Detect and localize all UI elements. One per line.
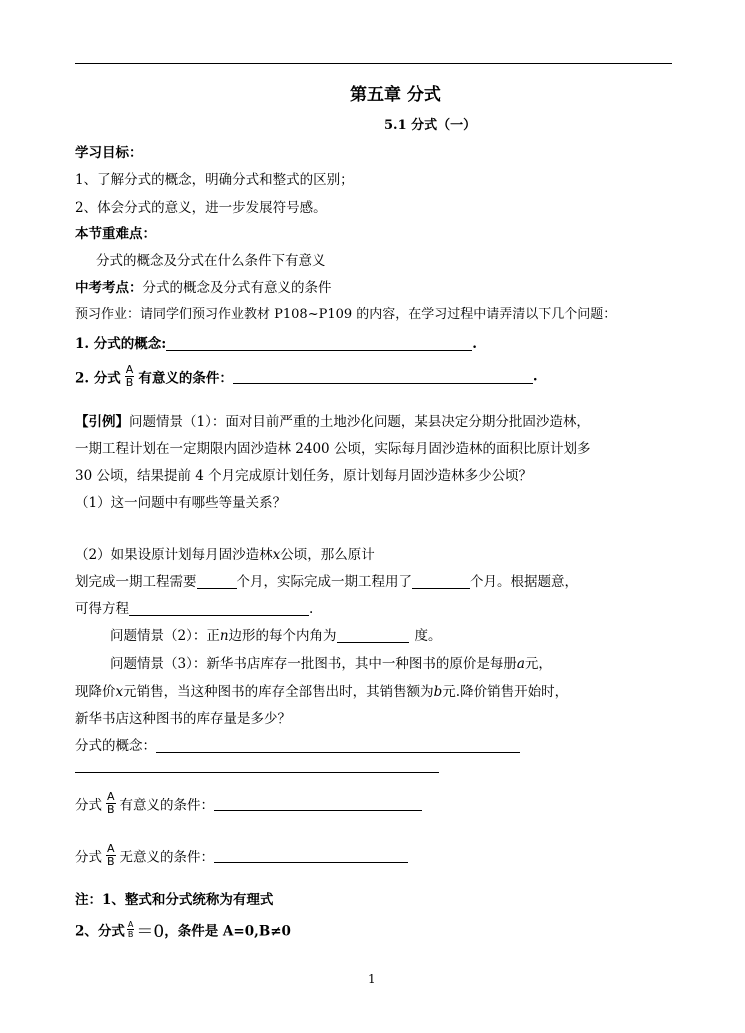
example-line-1 [75,410,590,430]
concept-blank[interactable] [156,738,520,753]
meaningless-row [75,843,408,868]
example-line-5 [75,597,313,617]
fraction-denominator: B [127,930,134,939]
scene-3-line-2a: 现降价 [75,684,116,700]
note-2-suffix: ，条件是 A=0,B≠0 [164,923,291,940]
question-1 [75,332,477,352]
var-x: x [272,547,281,563]
example-sub-1: （1）这一问题中有哪些等量关系？ [75,495,287,511]
var-a: a [516,656,525,672]
example-line-4 [75,570,578,590]
example-tag: 【引例】 [75,414,129,430]
example-line-4a: 划完成一期工程需要 [75,574,197,590]
fraction-denominator: B [125,376,134,389]
note-2-prefix: 2、分式 [75,923,125,940]
keypoints-text: 分式的概念及分式在什么条件下有意义 [96,253,326,269]
question-2-end: . [532,368,538,385]
note-2 [75,917,291,942]
exam-text: 分式的概念及分式有意义的条件 [142,280,332,296]
scene-3b: 元， [524,656,552,672]
meaningless-prefix: 分式 [75,849,102,866]
question-2-prefix: 2. 分式 [75,370,121,387]
question-2-blank[interactable] [233,369,533,384]
question-2 [75,364,538,389]
question-2-suffix: 有意义的条件： [138,370,233,387]
meaningful-row [75,791,422,816]
goals-heading: 学习目标： [75,145,143,161]
note-1: 注：1、整式和分式统称为有理式 [75,892,274,908]
fraction-numerator: A [125,363,134,376]
example-line-5a: 可得方程 [75,601,129,617]
fraction-numerator: A [127,920,134,929]
note-2-eq: ＝0 [136,922,165,942]
meaningful-prefix: 分式 [75,797,102,814]
example-line-2: 一期工程计划在一定期限内固沙造林 2400 公顷，实际每月固沙造林的面积比原计划多 [75,441,591,457]
question-1-end: . [472,336,477,352]
scene-2 [110,624,442,644]
fraction-a-over-b [125,364,135,389]
question-1-blank[interactable] [166,336,472,351]
example-sub-2a: （2）如果设原计划每月固沙造林 [75,547,273,563]
concept-label: 分式的概念： [75,738,156,754]
planned-months-blank[interactable] [197,574,237,589]
chapter-title: 第五章 分式 [350,85,441,105]
concept-blank-line-2[interactable] [75,772,439,773]
section-subtitle: 5.1 分式（一） [384,118,477,133]
header-rule [75,63,672,64]
scene-3-line-2c: 元.降价销售开始时， [442,684,569,700]
meaningless-suffix: 无意义的条件： [119,849,215,866]
exam-label: 中考考点： [75,280,143,296]
fraction-denominator: B [107,803,115,816]
actual-months-blank[interactable] [412,574,470,589]
example-line-4c: 个月。根据题意， [470,574,578,590]
equation-blank[interactable] [129,601,309,616]
question-1-label: 1. 分式的概念: [75,336,167,352]
meaningful-blank[interactable] [214,796,422,811]
var-b: b [433,684,443,700]
meaningless-blank[interactable] [214,848,408,863]
scene-2c: 度。 [414,628,442,644]
scene-3-line-2b: 元销售，当这种图书的库存全部售出时，其销售额为 [123,684,434,700]
scene-3-line-3: 新华书店这种图书的库存量是多少？ [75,711,291,727]
goal-item-1: 1、了解分式的概念，明确分式和整式的区别； [75,172,354,188]
goal-item-2: 2、体会分式的意义，进一步发展符号感。 [75,200,327,216]
scene-3-line-2 [75,680,568,700]
exam-points [75,276,332,296]
meaningful-suffix: 有意义的条件： [119,797,215,814]
fraction-a-over-b-3 [106,843,116,868]
preview-assignment: 预习作业：请同学们预习作业教材 P108~P109 的内容，在学习过程中请弄清以下几个问题： [75,307,617,322]
fraction-denominator: B [107,855,115,868]
example-sub-2b: 公顷，那么原计 [280,547,375,563]
example-line-5b: . [309,601,314,617]
scene-3a: 问题情景（3）：新华书店库存一批图书，其中一种图书的原价是每册 [110,656,517,672]
fraction-numerator: A [107,842,115,855]
var-x-2: x [115,684,124,700]
concept-row [75,734,520,754]
keypoints-heading: 本节重难点： [75,226,156,242]
fraction-a-over-b-2 [106,791,116,816]
fraction-a-over-b-small [127,920,135,939]
page-number: 1 [368,972,376,986]
example-text-1: 问题情景（1）：面对目前严重的土地沙化问题，某县决定分期分批固沙造林， [129,414,590,430]
example-line-3: 30 公顷，结果提前 4 个月完成原计划任务，原计划每月固沙造林多少公顷？ [75,468,533,484]
var-n: n [219,628,229,644]
scene-2a: 问题情景（2）：正 [110,628,220,644]
angle-blank[interactable] [337,628,409,643]
fraction-numerator: A [107,790,115,803]
example-sub-2 [75,543,375,563]
example-line-4b: 个月，实际完成一期工程用了 [236,574,412,590]
scene-3-line-1 [110,652,552,672]
scene-2b: 边形的每个内角为 [228,628,337,644]
